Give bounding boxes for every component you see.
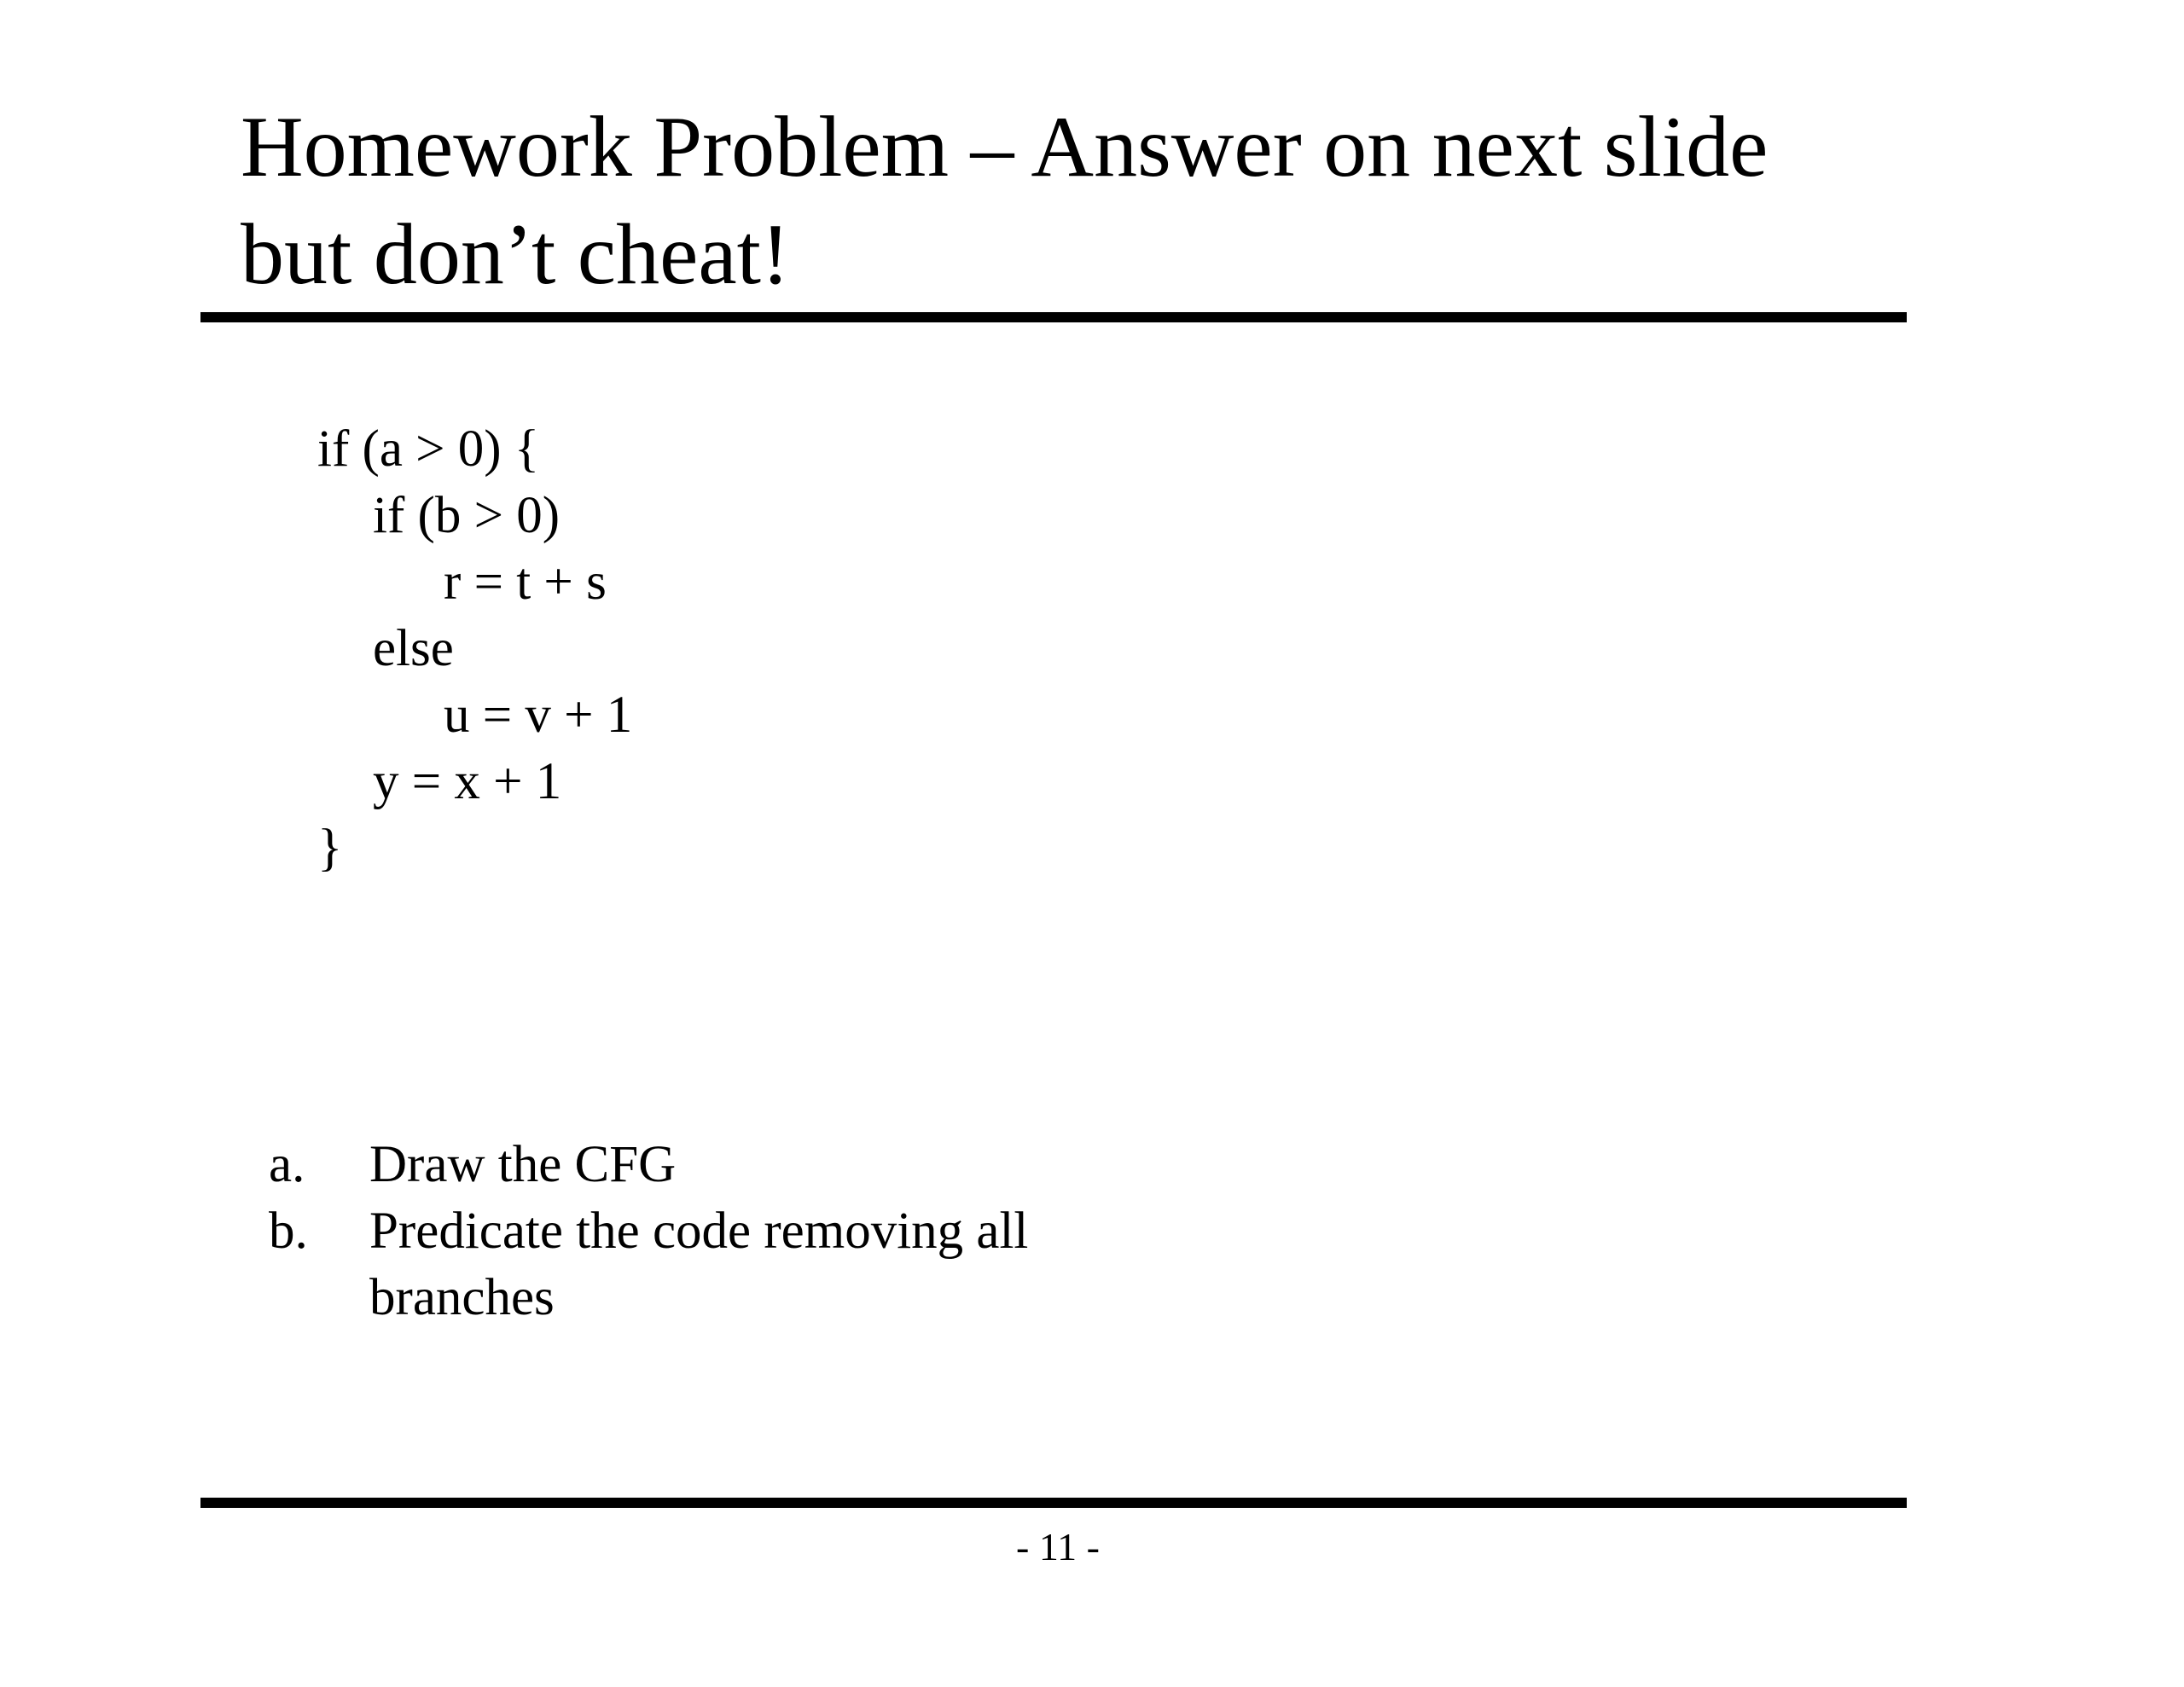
code-block — [317, 416, 632, 882]
slide-title-line-2: but don’t cheat! — [241, 206, 790, 303]
task-marker: b. — [269, 1203, 308, 1260]
task-text: Predicate the code removing all branches — [369, 1203, 1029, 1326]
code-line: r = t + s — [444, 554, 607, 611]
code-line: else — [373, 620, 454, 677]
code-line: u = v + 1 — [444, 687, 633, 744]
code-line: } — [317, 820, 343, 877]
page-number: - 11 - — [1016, 1525, 1100, 1568]
slide-title-line-1: Homework Problem – Answer on next slide — [241, 99, 1769, 195]
list-item — [269, 1132, 1137, 1198]
code-line: y = x + 1 — [373, 753, 562, 810]
bottom-divider — [200, 1498, 1907, 1508]
task-text: Draw the CFG — [369, 1136, 677, 1193]
list-item — [269, 1198, 1137, 1331]
task-marker: a. — [269, 1136, 305, 1193]
code-line: if (b > 0) — [373, 487, 561, 544]
task-list — [269, 1132, 1137, 1331]
code-line: if (a > 0) { — [317, 420, 540, 478]
slide-title — [241, 94, 1947, 309]
top-divider — [200, 312, 1907, 322]
